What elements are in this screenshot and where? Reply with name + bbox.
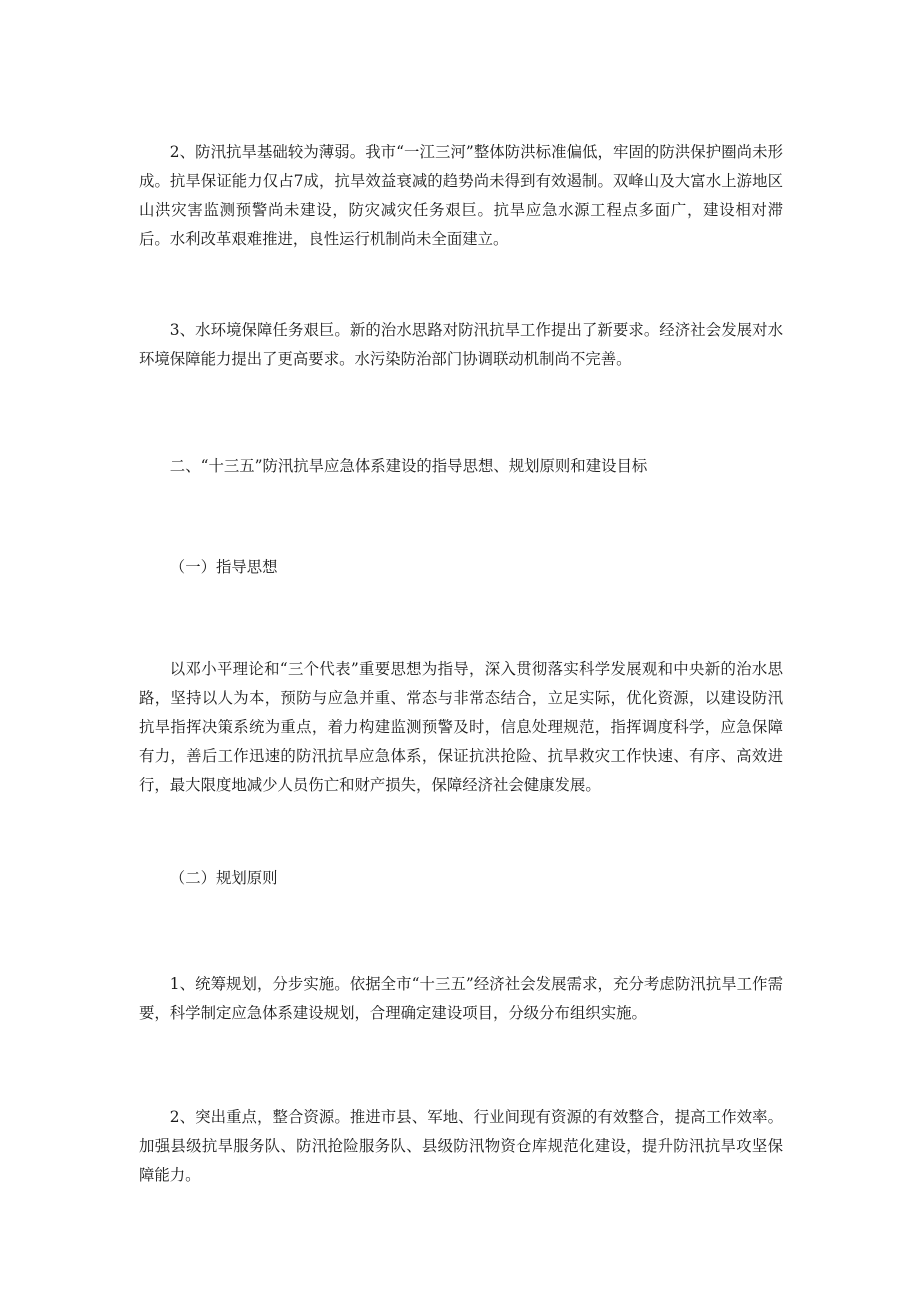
paragraph-flood-infrastructure: 2、防汛抗旱基础较为薄弱。我市“一江三河”整体防洪标准偏低，牢固的防洪保护圈尚未形成。抗旱保证能力仅占7成，抗旱效益衰减的趋势尚未得到有效遏制。双峰山及大富水上游地区山洪灾害监测预警尚未建设，防灾减灾任务艰巨。抗旱应急水源工程点多面广，建设相对滞后。水利改革艰难推进，良性运行机制尚未全面建立。: [139, 143, 783, 248]
section-heading-guiding-principles: 二、“十三五”防汛抗旱应急体系建设的指导思想、规划原则和建设目标: [169, 457, 648, 475]
subsection-heading-guiding-ideology: （一）指导思想: [169, 558, 278, 576]
paragraph-guiding-ideology: 以邓小平理论和“三个代表”重要思想为指导，深入贯彻落实科学发展观和中央新的治水思路，坚持以人为本，预防与应急并重、常态与非常态结合，立足实际，优化资源，以建设防汛抗旱指挥决策系统为重点，着力构建监测预警及时，信息处理规范，指挥调度科学，应急保障有力，善后工作迅速的防汛抗旱应急体系，保证抗洪抢险、抗旱救灾工作快速、有序、高效进行，最大限度地减少人员伤亡和财产损失，保障经济社会健康发展。: [139, 660, 783, 794]
paragraph-integrate-resources: 2、突出重点，整合资源。推进市县、军地、行业间现有资源的有效整合，提高工作效率。加强县级抗旱服务队、防汛抢险服务队、县级防汛物资仓库规范化建设，提升防汛抗旱攻坚保障能力。: [139, 1108, 783, 1184]
paragraph-water-environment: 3、水环境保障任务艰巨。新的治水思路对防汛抗旱工作提出了新要求。经济社会发展对水环境保障能力提出了更高要求。水污染防治部门协调联动机制尚不完善。: [139, 321, 783, 368]
subsection-heading-planning-principles: （二）规划原则: [169, 869, 278, 887]
paragraph-overall-planning: 1、统筹规划，分步实施。依据全市“十三五”经济社会发展需求，充分考虑防汛抗旱工作需要，科学制定应急体系建设规划，合理确定建设项目，分级分布组织实施。: [139, 975, 783, 1022]
